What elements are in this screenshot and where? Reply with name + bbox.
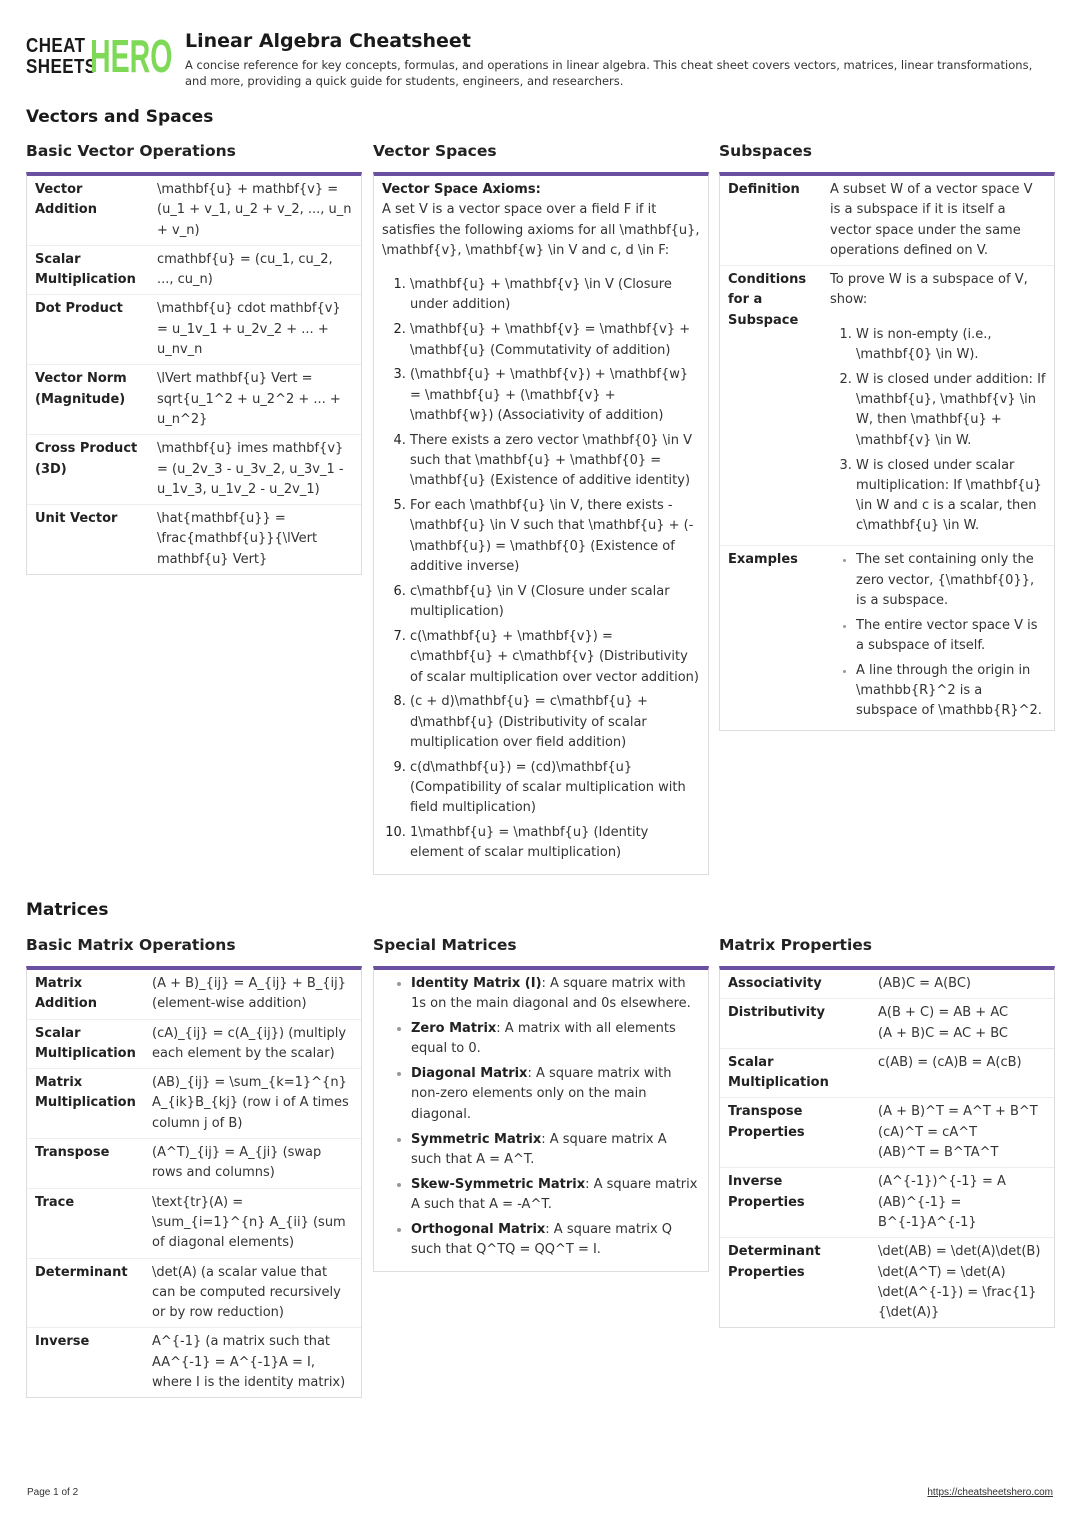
property-line: (cA)^T = cA^T xyxy=(878,1124,978,1140)
vector-operations-table xyxy=(27,176,361,574)
row-key: Vector Norm (Magnitude) xyxy=(27,365,149,435)
card-title: Special Matrices xyxy=(373,936,517,954)
row-key: Determinant Properties xyxy=(728,1244,821,1280)
property-line: (A + B)C = AC + BC xyxy=(878,1025,1009,1041)
card-special-matrices xyxy=(373,935,709,1272)
axioms-block xyxy=(374,176,708,874)
row-key: Inverse Properties xyxy=(720,1168,870,1238)
table-row xyxy=(720,970,1054,999)
page-header xyxy=(26,30,1056,90)
card-panel xyxy=(26,966,362,1398)
row-key: Dot Product xyxy=(27,295,149,365)
cheatsheetshero-logo[interactable] xyxy=(26,30,173,82)
row-key: Conditions for a Subspace xyxy=(720,266,822,546)
row-value xyxy=(822,546,1054,730)
table-row xyxy=(27,1328,361,1397)
special-matrix-item xyxy=(411,1175,700,1216)
axiom-item: 5. For each \mathbf{u} \in V, there exists -\mathbf{u} \in V such that \mathbf{u} + (-\mathbf{u}) = \mathbf{0} (Existence of additive inverse) xyxy=(410,496,700,577)
row-key: Determinant xyxy=(27,1258,144,1328)
axiom-item: 8. (c + d)\mathbf{u} = c\mathbf{u} + d\mathbf{u} (Distributivity of scalar multiplication over field addition) xyxy=(410,692,700,753)
page-number: Page 1 of 2 xyxy=(27,1487,79,1498)
axiom-item: 2. \mathbf{u} + \mathbf{v} = \mathbf{v} + \mathbf{u} (Commutativity of addition) xyxy=(410,320,700,361)
example-item: • A line through the origin in \mathbb{R}^2 is a subspace of \mathbb{R}^2. xyxy=(856,661,1046,722)
row-key: Matrix Multiplication xyxy=(27,1069,144,1139)
row-value xyxy=(870,1238,1054,1328)
axiom-item: 9. c(d\mathbf{u}) = (cd)\mathbf{u} (Compatibility of scalar multiplication with field multiplication) xyxy=(410,758,700,819)
special-matrix-item xyxy=(411,1130,700,1171)
special-matrix-desc: : A square matrix with 1s on the main diagonal and 0s elsewhere. xyxy=(411,976,691,1012)
table-row xyxy=(27,435,361,505)
row-key: Transpose xyxy=(27,1139,144,1189)
card-panel xyxy=(373,966,709,1272)
axiom-item: 3. (\mathbf{u} + \mathbf{v}) + \mathbf{w} = \mathbf{u} + (\mathbf{v} + \mathbf{w}) (Associativity of addition) xyxy=(410,365,700,426)
row-value: \text{tr}(A) = \sum_{i=1}^{n} A_{ii} (sum of diagonal elements) xyxy=(144,1188,361,1258)
condition-item: 1. W is non-empty (i.e., \mathbf{0} \in W). xyxy=(856,325,1046,366)
special-matrix-desc: : A matrix with all elements equal to 0. xyxy=(411,1021,676,1057)
footer-link[interactable]: https://cheatsheetshero.com xyxy=(927,1487,1053,1498)
special-matrix-desc: : A square matrix with non-zero elements only on the main diagonal. xyxy=(411,1066,672,1122)
card-panel xyxy=(719,966,1055,1328)
row-key: Scalar Multiplication xyxy=(720,1048,870,1098)
special-matrix-name: Zero Matrix xyxy=(411,1021,497,1037)
property-line: (A + B)^T = A^T + B^T xyxy=(878,1104,1038,1120)
matrix-operations-table xyxy=(27,970,361,1397)
table-row xyxy=(720,1238,1054,1328)
row-value xyxy=(870,1048,1054,1098)
table-row xyxy=(720,546,1054,730)
table-row xyxy=(720,176,1054,266)
table-row xyxy=(720,1048,1054,1098)
row-value: \lVert mathbf{u} Vert = sqrt{u_1^2 + u_2^2 + ... + u_n^2} xyxy=(149,365,361,435)
special-matrix-name: Identity Matrix (I) xyxy=(411,976,542,991)
special-matrices-block xyxy=(374,970,708,1271)
property-line: \det(A^T) = \det(A) xyxy=(878,1264,1006,1280)
card-subspaces xyxy=(719,141,1055,731)
table-row xyxy=(27,245,361,295)
row-key: Associativity xyxy=(720,970,870,999)
row-value: (cA)_{ij} = c(A_{ij}) (multiply each element by the scalar) xyxy=(144,1019,361,1069)
property-line: (A^{-1})^{-1} = A xyxy=(878,1174,1006,1190)
property-line: \det(AB) = \det(A)\det(B) xyxy=(878,1244,1041,1260)
title-block xyxy=(185,30,1055,89)
card-title: Basic Matrix Operations xyxy=(26,936,236,954)
row-key: Unit Vector xyxy=(35,511,118,527)
axiom-item: 10. 1\mathbf{u} = \mathbf{u} (Identity element of scalar multiplication) xyxy=(410,823,700,864)
table-row xyxy=(27,1069,361,1139)
property-line: A(B + C) = AB + AC xyxy=(878,1005,1009,1021)
row-value xyxy=(822,266,1054,546)
matrix-properties-table xyxy=(720,970,1054,1327)
row-key: Scalar Multiplication xyxy=(27,245,149,295)
special-matrix-name: Diagonal Matrix xyxy=(411,1066,528,1082)
subspaces-table xyxy=(720,176,1054,730)
axiom-list xyxy=(382,275,700,864)
card-panel xyxy=(373,172,709,875)
row-value: \mathbf{u} imes mathbf{v} = (u_2v_3 - u_3v_2, u_3v_1 - u_1v_3, u_1v_2 - u_2v_1) xyxy=(149,435,361,505)
row-value: cmathbf{u} = (cu_1, cu_2, ..., cu_n) xyxy=(149,245,361,295)
row-value: A^{-1} (a matrix such that AA^{-1} = A^{-1}A = I, where I is the identity matrix) xyxy=(152,1334,346,1391)
condition-item: 2. W is closed under addition: If \mathbf{u}, \mathbf{v} \in W, then \mathbf{u} + \mathbf{v} \in W. xyxy=(856,370,1046,451)
row-key: Definition xyxy=(720,176,822,266)
row-value: \mathbf{u} + mathbf{v} = (u_1 + v_1, u_2 + v_2, ..., u_n + v_n) xyxy=(149,176,361,245)
row-value xyxy=(870,999,1054,1049)
property-line: (AB)^{-1} = B^{-1}A^{-1} xyxy=(878,1194,977,1230)
conditions-list xyxy=(830,325,1046,537)
special-matrix-item xyxy=(411,974,700,1015)
special-matrix-item xyxy=(411,1220,700,1261)
card-title: Basic Vector Operations xyxy=(26,142,236,160)
row-key: Matrix Addition xyxy=(27,970,144,1019)
property-line: \det(A^{-1}) = \frac{1}{\det(A)} xyxy=(878,1284,1037,1321)
card-basic-vector-operations xyxy=(26,141,362,575)
section-title-matrices: Matrices xyxy=(26,900,109,920)
axiom-item: 1. \mathbf{u} + \mathbf{v} \in V (Closure under addition) xyxy=(410,275,700,316)
axiom-item: 6. c\mathbf{u} \in V (Closure under scalar multiplication) xyxy=(410,582,700,623)
card-matrix-properties xyxy=(719,935,1055,1328)
table-row xyxy=(27,295,361,365)
row-key: Examples xyxy=(728,552,798,568)
property-line: (AB)C = A(BC) xyxy=(878,976,971,991)
row-value xyxy=(870,970,1054,999)
axioms-intro: A set V is a vector space over a field F if it satisfies the following axioms for all \mathbf{u}, \mathbf{v}, \mathbf{w} \in V and c, d \in F: xyxy=(382,202,700,258)
property-line: c(AB) = (cA)B = A(cB) xyxy=(878,1054,1022,1070)
axioms-title: Vector Space Axioms: xyxy=(382,182,541,197)
special-matrix-name: Skew-Symmetric Matrix xyxy=(411,1176,586,1192)
special-matrix-desc: : A square matrix A such that A = -A^T. xyxy=(411,1176,698,1212)
card-panel xyxy=(26,172,362,575)
table-row xyxy=(27,1258,361,1328)
axiom-item: 7. c(\mathbf{u} + \mathbf{v}) = c\mathbf{u} + c\mathbf{v} (Distributivity of scalar multiplication over vector addition) xyxy=(410,627,700,688)
section-title-vectors: Vectors and Spaces xyxy=(26,107,214,127)
special-matrix-desc: : A square matrix A such that A = A^T. xyxy=(411,1131,667,1167)
row-key: Distributivity xyxy=(720,999,870,1049)
row-key: Transpose Properties xyxy=(720,1098,870,1168)
example-item: • The entire vector space V is a subspace of itself. xyxy=(856,616,1046,657)
row-key: Scalar Multiplication xyxy=(27,1019,144,1069)
conditions-intro: To prove W is a subspace of V, show: xyxy=(830,272,1028,308)
row-key: Inverse xyxy=(35,1334,90,1350)
page-title: Linear Algebra Cheatsheet xyxy=(185,30,471,52)
special-matrix-item xyxy=(411,1064,700,1125)
logo-text: CHEAT SHEETS xyxy=(26,35,97,78)
examples-list xyxy=(830,550,1046,721)
row-value: \det(A) (a scalar value that can be computed recursively or by row reduction) xyxy=(144,1258,361,1328)
logo-hero-text: HERO xyxy=(90,30,173,82)
property-line: (AB)^T = B^TA^T xyxy=(878,1145,999,1161)
table-row xyxy=(27,1188,361,1258)
table-row xyxy=(720,1168,1054,1238)
row-value: \mathbf{u} cdot mathbf{v} = u_1v_1 + u_2v_2 + ... + u_nv_n xyxy=(149,295,361,365)
page-description: A concise reference for key concepts, formulas, and operations in linear algebra. This cheat sheet covers vectors, matrices, linear transformations, and more, providing a quick guide for students, engineers, and researchers. xyxy=(185,58,1033,88)
card-vector-spaces xyxy=(373,141,709,875)
table-row xyxy=(720,266,1054,546)
table-row xyxy=(27,1139,361,1189)
row-key: Vector Addition xyxy=(27,176,149,245)
table-row xyxy=(27,970,361,1019)
row-key: Trace xyxy=(27,1188,144,1258)
card-panel xyxy=(719,172,1055,731)
table-row xyxy=(27,1019,361,1069)
special-matrix-item xyxy=(411,1019,700,1060)
row-value: A subset W of a vector space V is a subspace if it is itself a vector space under the same operations defined on V. xyxy=(822,176,1054,266)
row-key: Cross Product (3D) xyxy=(27,435,149,505)
table-row xyxy=(720,999,1054,1049)
table-row xyxy=(720,1098,1054,1168)
special-matrices-list xyxy=(382,974,700,1260)
table-row xyxy=(27,176,361,245)
table-row xyxy=(27,365,361,435)
special-matrix-name: Symmetric Matrix xyxy=(411,1131,542,1147)
card-title: Matrix Properties xyxy=(719,936,873,954)
row-value xyxy=(870,1098,1054,1168)
special-matrix-desc: : A square matrix Q such that Q^TQ = QQ^T = I. xyxy=(411,1221,672,1258)
special-matrix-name: Orthogonal Matrix xyxy=(411,1221,546,1237)
condition-item: 3. W is closed under scalar multiplication: If \mathbf{u} \in W and c is a scalar, then c\mathbf{u} \in W. xyxy=(856,456,1046,537)
card-title: Subspaces xyxy=(719,142,812,160)
axiom-item: 4. There exists a zero vector \mathbf{0} \in V such that \mathbf{u} + \mathbf{0} = \mathbf{u} (Existence of additive identity) xyxy=(410,431,700,492)
row-value: (A^T)_{ij} = A_{ji} (swap rows and columns) xyxy=(144,1139,361,1189)
row-value: (AB)_{ij} = \sum_{k=1}^{n} A_{ik}B_{kj} (row i of A times column j of B) xyxy=(144,1069,361,1139)
row-value xyxy=(870,1168,1054,1238)
example-item: • The set containing only the zero vector, {\mathbf{0}}, is a subspace. xyxy=(856,550,1046,611)
card-basic-matrix-operations xyxy=(26,935,362,1398)
row-value: \hat{mathbf{u}} = \frac{mathbf{u}}{\lVert mathbf{u} Vert} xyxy=(157,511,318,567)
card-title: Vector Spaces xyxy=(373,142,497,160)
row-value: (A + B)_{ij} = A_{ij} + B_{ij} (element-wise addition) xyxy=(144,970,361,1019)
table-row xyxy=(27,505,361,574)
